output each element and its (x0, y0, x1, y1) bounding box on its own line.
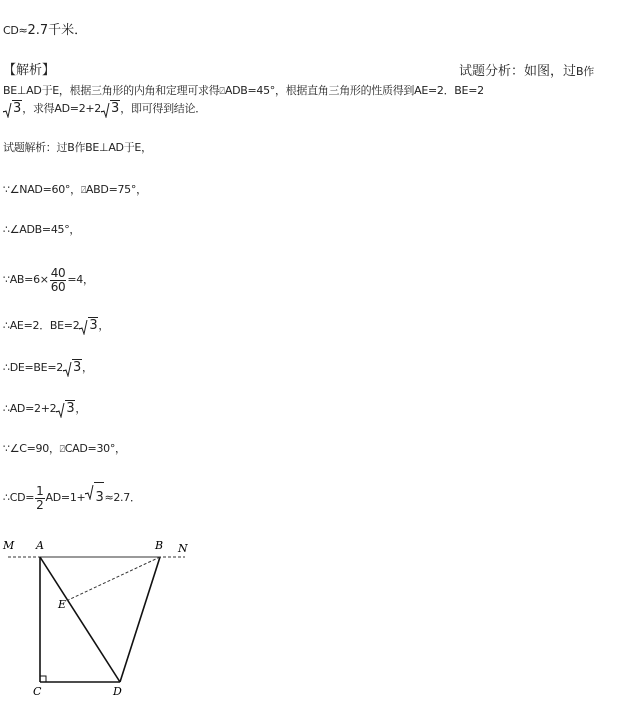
fraction-denominator: 2 (36, 497, 44, 512)
analysis-line-3 (3, 100, 206, 117)
fraction-numerator: 1 (36, 483, 44, 498)
label-n: N (178, 542, 188, 555)
step-4-b: ， (98, 319, 110, 332)
step-8-c: ≈2.7． (104, 491, 141, 504)
answer-prefix: CD≈ (3, 24, 28, 37)
analysis-line-2 (3, 82, 484, 100)
step-7-b: CAD=30°， (64, 442, 126, 455)
analysis-header: 【解析】 (3, 63, 56, 78)
angle-icon: ⍁ (219, 87, 225, 97)
right-angle-mark (40, 676, 46, 682)
answer-value: 2.7千米． (27, 23, 88, 38)
segment-be-dashed (66, 557, 160, 601)
step-8 (3, 482, 141, 513)
fraction-denominator: 60 (50, 279, 66, 294)
step-1-a: ∵∠NAD=60°， (3, 183, 81, 196)
step-2: ∴∠ADB=45°， (3, 223, 81, 236)
sqrt-icon (3, 100, 22, 117)
sqrt-icon (63, 359, 82, 376)
step-6-b: ， (75, 402, 87, 415)
solution-title: 试题解析：过B作BE⊥AD于E， (3, 141, 152, 154)
fraction-numerator: 40 (50, 265, 66, 280)
segment-ad (40, 557, 120, 682)
analysis-text-3b: ，求得AD=2+2 (22, 102, 102, 115)
fraction (50, 267, 67, 294)
angle-icon: ⍁ (80, 186, 86, 196)
sqrt-radicand: 3 (72, 360, 81, 375)
angle-icon: ⍁ (59, 445, 65, 455)
sqrt-radicand: 3 (13, 101, 22, 116)
sqrt-icon (85, 482, 104, 513)
sqrt-radicand: 3 (111, 101, 120, 116)
sqrt-radicand: 3 (94, 482, 104, 513)
label-a: A (36, 539, 44, 552)
sqrt-icon (56, 400, 75, 417)
analysis-text-2c: AE=2．BE=2 (414, 84, 484, 97)
analysis-text-3d: ，即可得到结论． (120, 102, 206, 115)
step-1-b: ABD=75°， (85, 183, 147, 196)
step-7 (3, 441, 126, 458)
analysis-label: 试题分析：如图，过 (459, 64, 577, 79)
step-3-b: =4， (67, 273, 94, 286)
step-3 (3, 265, 94, 295)
geometry-diagram (0, 535, 200, 700)
label-b: B (155, 539, 164, 552)
sqrt-radicand: 3 (89, 318, 98, 333)
step-4-a: ∴AE=2．BE=2 (3, 319, 80, 332)
step-3-a: ∵AB=6× (3, 273, 49, 286)
analysis-b-label: B作 (576, 65, 594, 78)
step-5-b: ， (81, 361, 93, 374)
sqrt-icon (101, 100, 120, 117)
step-1 (3, 182, 147, 199)
label-e: E (58, 598, 67, 611)
fraction (35, 485, 44, 512)
label-c: C (33, 685, 42, 698)
label-m: M (3, 539, 15, 552)
step-7-a: ∵∠C=90， (3, 442, 60, 455)
label-d: D (113, 685, 122, 698)
step-6 (3, 400, 86, 417)
sqrt-radicand: 3 (66, 401, 75, 416)
answer-line (3, 22, 87, 39)
step-5-a: ∴DE=BE=2 (3, 361, 63, 374)
step-8-b: AD=1+ (45, 491, 86, 504)
sqrt-icon (79, 317, 98, 334)
step-6-a: ∴AD=2+2 (3, 402, 57, 415)
analysis-text-2b: ADB=45°，根据直角三角形的性质得到 (224, 84, 415, 97)
step-8-a: ∴CD= (3, 491, 35, 504)
step-4 (3, 317, 109, 334)
analysis-text-2a: BE⊥AD于E，根据三角形的内角和定理可求得 (3, 84, 220, 97)
step-5 (3, 359, 93, 376)
segment-bd (120, 557, 160, 682)
analysis-label-line (459, 63, 594, 80)
